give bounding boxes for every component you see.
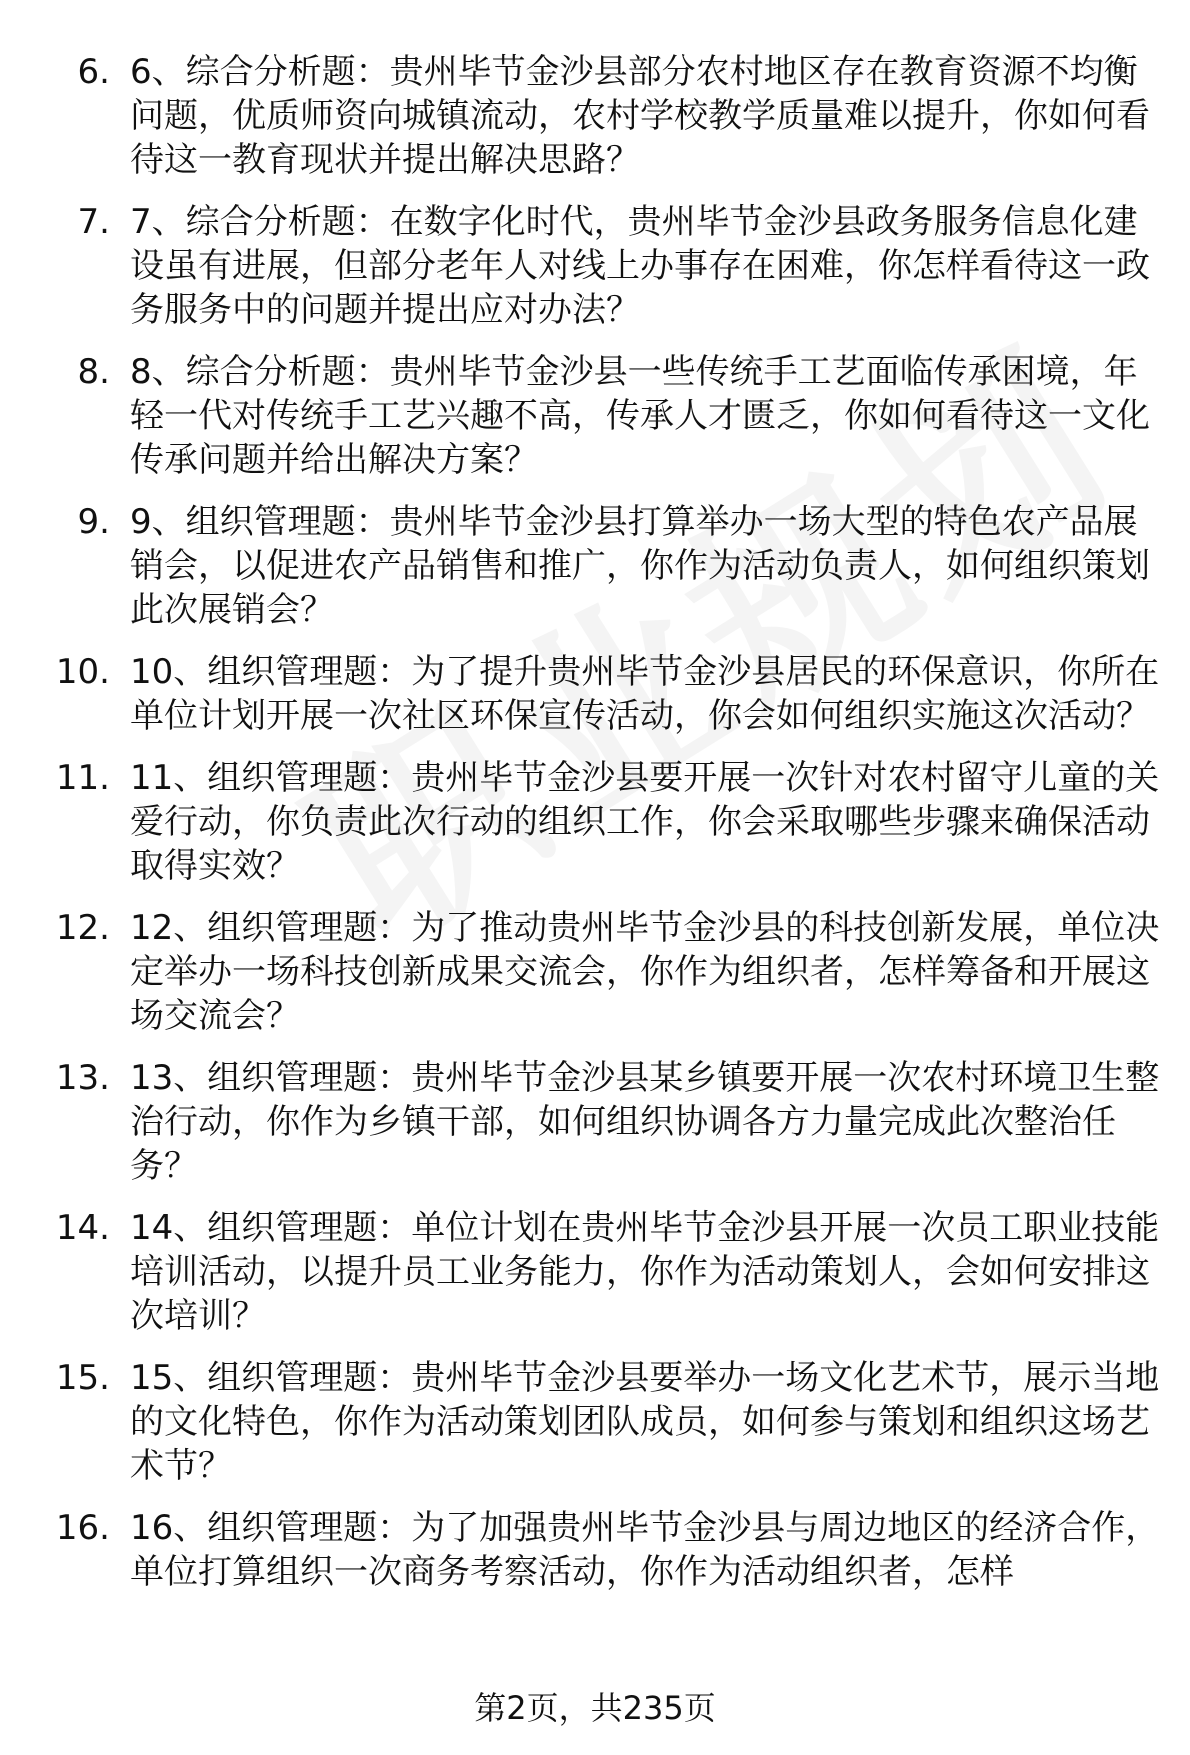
question-number: 7. xyxy=(77,202,110,242)
question-number: 12. xyxy=(55,908,110,948)
question-text: 12、组织管理题：为了推动贵州毕节金沙县的科技创新发展，单位决定举办一场科技创新成果交流会，你作为组织者，怎样筹备和开展这场交流会？ xyxy=(130,908,1160,1036)
question-text: 8、综合分析题：贵州毕节金沙县一些传统手工艺面临传承困境，年轻一代对传统手工艺兴趣不高，传承人才匮乏，你如何看待这一文化传承问题并给出解决方案？ xyxy=(130,352,1150,480)
question-item-12 xyxy=(0,906,1190,1038)
question-number: 11. xyxy=(55,758,110,798)
question-item-16 xyxy=(0,1506,1190,1594)
question-text: 15、组织管理题：贵州毕节金沙县要举办一场文化艺术节，展示当地的文化特色，你作为活动策划团队成员，如何参与策划和组织这场艺术节？ xyxy=(130,1358,1160,1486)
question-item-10 xyxy=(0,650,1190,738)
question-text: 13、组织管理题：贵州毕节金沙县某乡镇要开展一次农村环境卫生整治行动，你作为乡镇干部，如何组织协调各方力量完成此次整治任务？ xyxy=(130,1058,1160,1186)
question-text: 9、组织管理题：贵州毕节金沙县打算举办一场大型的特色农产品展销会，以促进农产品销售和推广，你作为活动负责人，如何组织策划此次展销会？ xyxy=(130,502,1150,630)
question-item-15 xyxy=(0,1356,1190,1488)
question-text: 10、组织管理题：为了提升贵州毕节金沙县居民的环保意识，你所在单位计划开展一次社区环保宣传活动，你会如何组织实施这次活动？ xyxy=(130,652,1160,736)
question-number: 16. xyxy=(55,1508,110,1548)
question-number: 13. xyxy=(55,1058,110,1098)
question-number: 14. xyxy=(55,1208,110,1248)
question-text: 11、组织管理题：贵州毕节金沙县要开展一次针对农村留守儿童的关爱行动，你负责此次行动的组织工作，你会采取哪些步骤来确保活动取得实效？ xyxy=(130,758,1160,886)
question-text: 6、综合分析题：贵州毕节金沙县部分农村地区存在教育资源不均衡问题，优质师资向城镇流动，农村学校教学质量难以提升，你如何看待这一教育现状并提出解决思路？ xyxy=(130,52,1150,180)
question-item-7 xyxy=(0,200,1190,332)
question-number: 8. xyxy=(77,352,110,392)
question-item-11 xyxy=(0,756,1190,888)
question-item-6 xyxy=(0,50,1190,182)
page-number-label: 第2页，共235页 xyxy=(474,1689,716,1727)
question-item-8 xyxy=(0,350,1190,482)
question-text: 16、组织管理题：为了加强贵州毕节金沙县与周边地区的经济合作，单位打算组织一次商务考察活动，你作为活动组织者，怎样 xyxy=(130,1508,1160,1592)
question-item-14 xyxy=(0,1206,1190,1338)
question-number: 9. xyxy=(77,502,110,542)
question-item-9 xyxy=(0,500,1190,632)
question-number: 6. xyxy=(77,52,110,92)
question-text: 14、组织管理题：单位计划在贵州毕节金沙县开展一次员工职业技能培训活动，以提升员工业务能力，你作为活动策划人，会如何安排这次培训？ xyxy=(130,1208,1160,1336)
question-item-13 xyxy=(0,1056,1190,1188)
page-footer xyxy=(0,1688,1190,1728)
question-number: 10. xyxy=(55,652,110,692)
question-number: 15. xyxy=(55,1358,110,1398)
question-list xyxy=(0,50,1190,1612)
question-text: 7、综合分析题：在数字化时代，贵州毕节金沙县政务服务信息化建设虽有进展，但部分老年人对线上办事存在困难，你怎样看待这一政务服务中的问题并提出应对办法？ xyxy=(130,202,1150,330)
